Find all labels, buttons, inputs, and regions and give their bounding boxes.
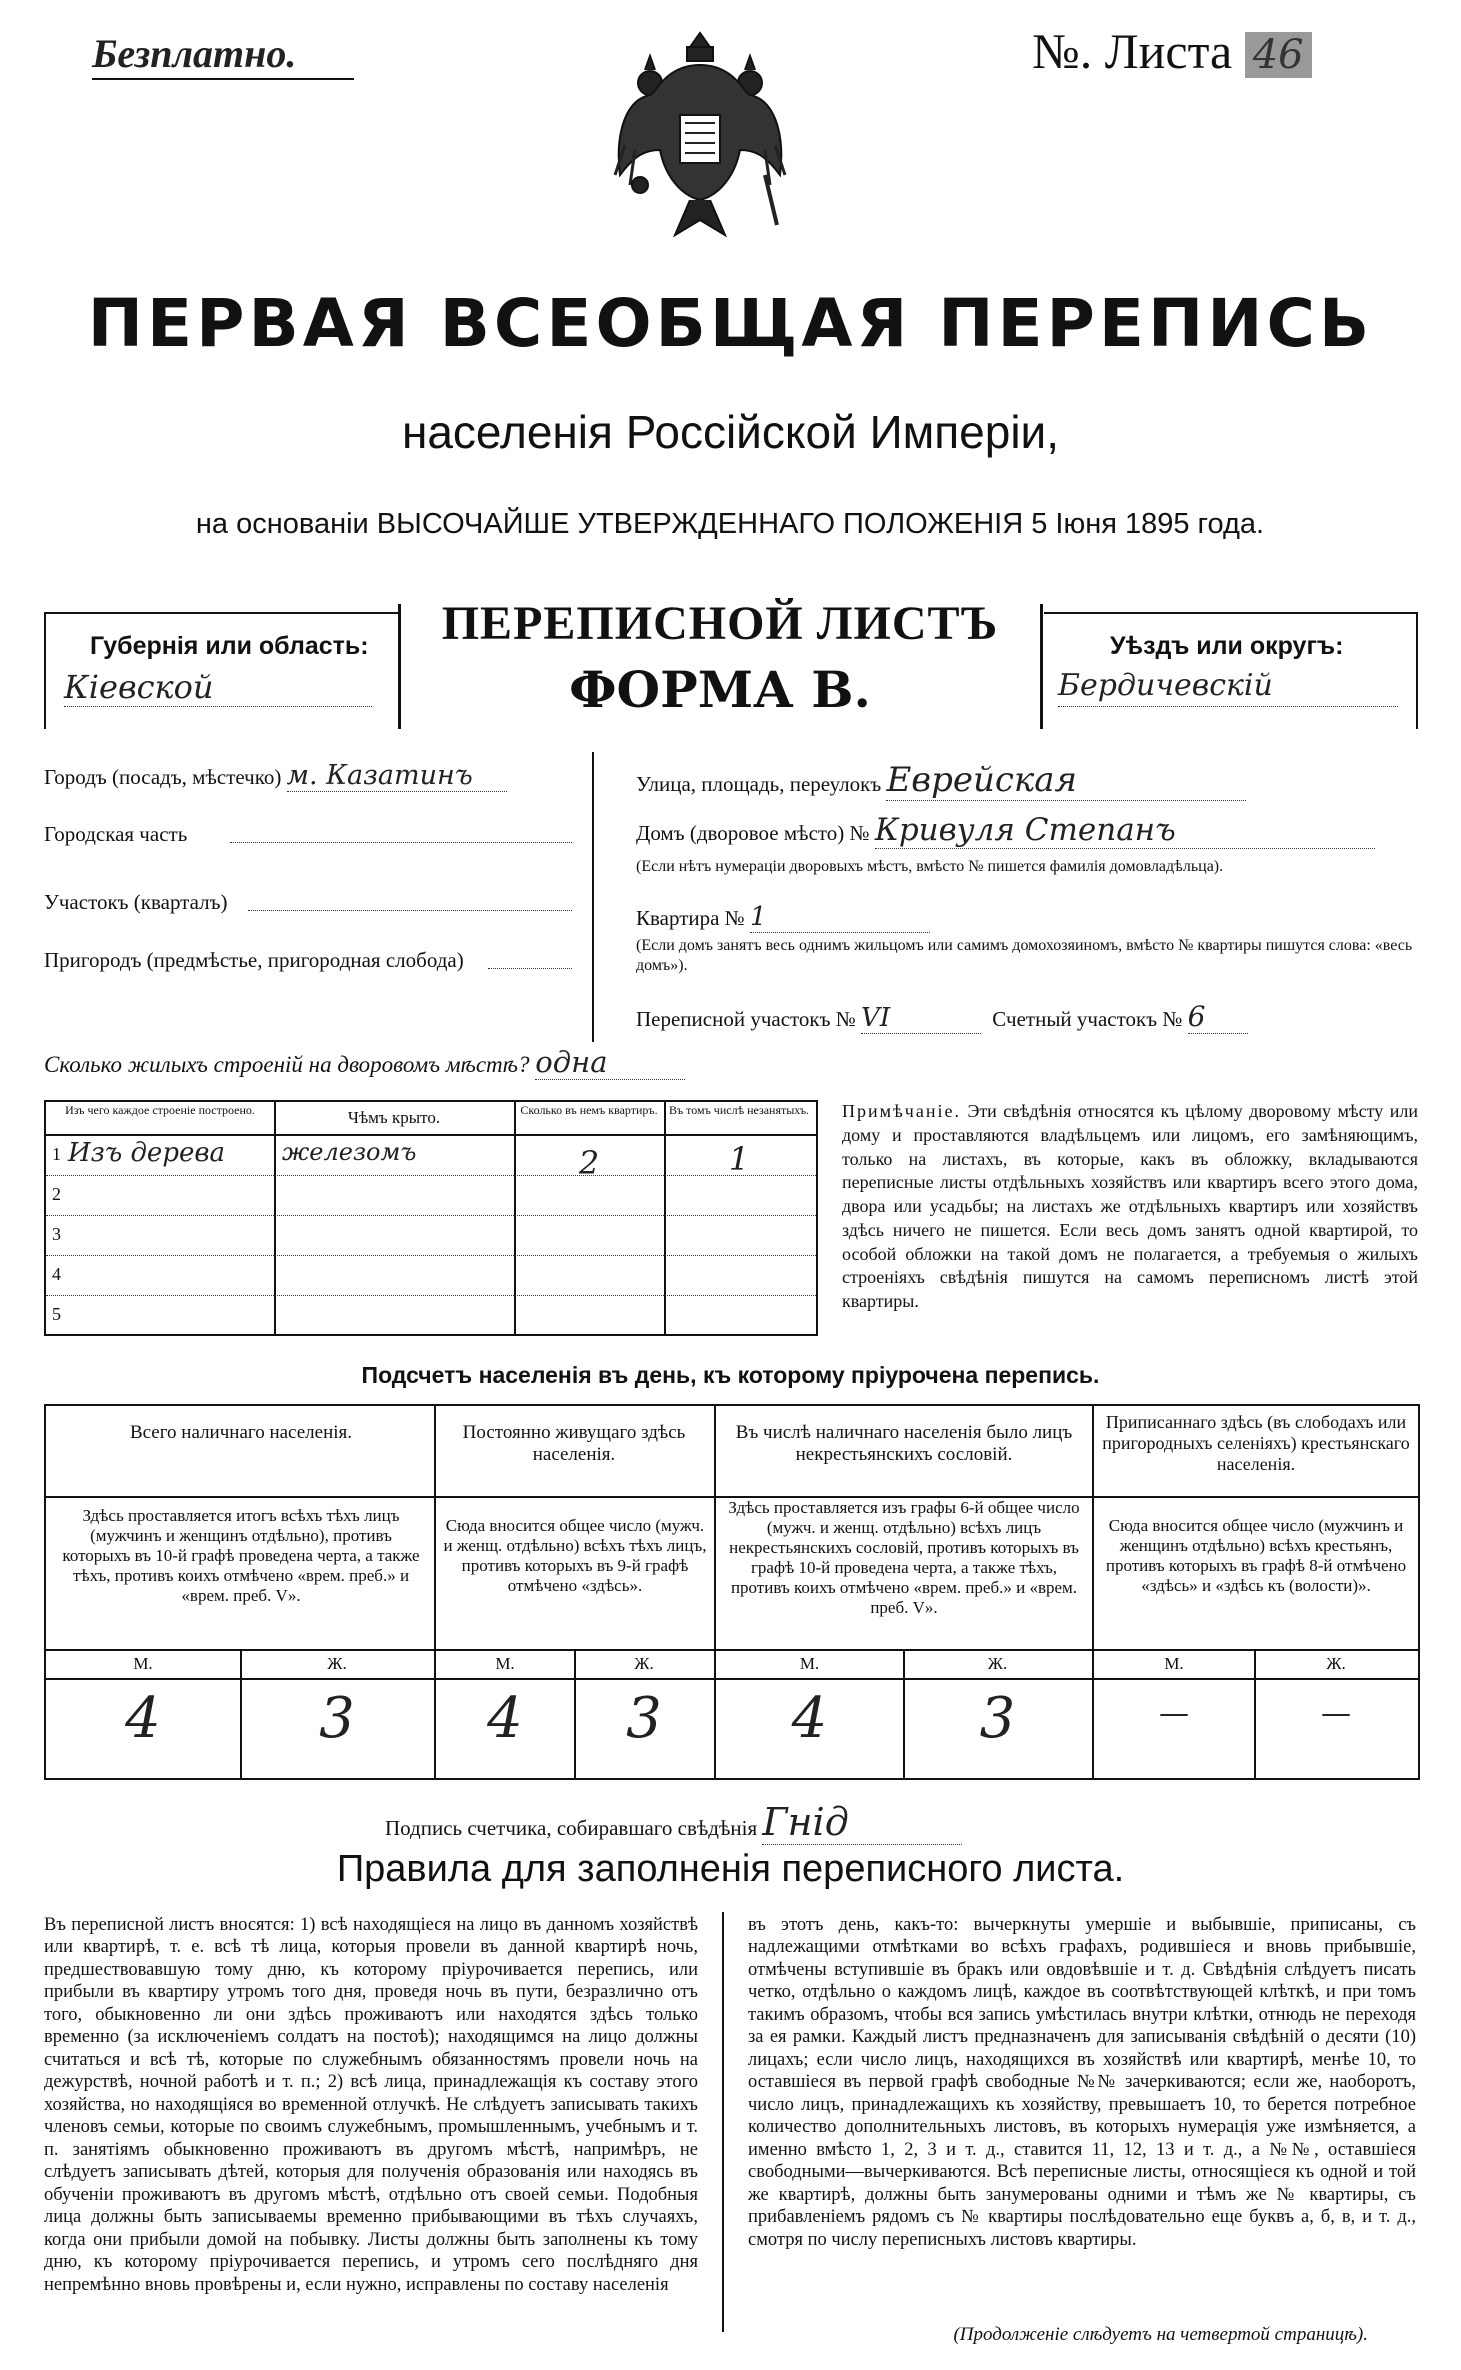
count-f-label: Ж. bbox=[634, 1654, 654, 1673]
note-text: Эти свѣдѣнія относятся къ цѣлому дворовому мѣсту или дому и проставляются владѣльцемъ или лицомъ, его замѣняющимъ, только на листахъ, въ которые, какъ въ обложку, вкладываются переписные листы отдѣльныхъ хозяйствъ или квартиръ всего этого дома, двора или усадьбы; на листахъ же отдѣльныхъ квартиръ или хозяйствъ здѣсь ничего не пишется. Если весь домъ занятъ одной квартирой, то особой обложки на такой домъ не полагается, а требуемыя о жилыхъ строеніяхъ свѣдѣнія пишутся на самомъ переписномъ листѣ этой квартиры. bbox=[842, 1101, 1418, 1311]
count-f-value: 3 bbox=[319, 1686, 355, 1751]
gubernia-label: Губернія или область: bbox=[90, 632, 369, 660]
counting-precinct-value: 6 bbox=[1188, 1000, 1248, 1034]
count-m-label: М. bbox=[495, 1654, 515, 1673]
count-m-value: 4 bbox=[125, 1686, 161, 1751]
count-f-label: Ж. bbox=[327, 1654, 347, 1673]
count-table bbox=[44, 1404, 1420, 1780]
house-value: Кривуля Степанъ bbox=[875, 812, 1375, 849]
row-material: Изъ дерева bbox=[68, 1138, 225, 1168]
col-header-roof: Чѣмъ крыто. bbox=[347, 1108, 441, 1127]
apartment-note: (Если домъ занятъ весь однимъ жильцомъ или самимъ домохозяиномъ, вмѣсто № квартиры пишутся слова: «весь домъ»). bbox=[636, 937, 1413, 974]
city-value: м. Казатинъ bbox=[287, 760, 507, 792]
count-col-desc: Сюда вносится общее число (мужчинъ и женщинъ отдѣльно) всѣхъ крестьянъ, противъ которыхъ въ графѣ 8-й отмѣчено «здѣсь» и «здѣсь къ (волости)». bbox=[1105, 1516, 1407, 1596]
rules-divider bbox=[722, 1912, 724, 2332]
free-label: Безплатно. bbox=[92, 31, 297, 76]
row-roof: железомъ bbox=[282, 1138, 417, 1166]
count-col-header: Всего наличнаго населенія. bbox=[129, 1422, 353, 1443]
precinct-line bbox=[248, 910, 572, 911]
precinct-label: Участокъ (кварталъ) bbox=[44, 890, 228, 914]
count-title: Подсчетъ населенія въ день, къ которому пріурочена перепись. bbox=[361, 1362, 1100, 1388]
buildings-answer: одна bbox=[535, 1045, 685, 1080]
signature-label: Подпись счетчика, собиравшаго свѣдѣнія bbox=[385, 1816, 758, 1840]
sheet-number bbox=[1032, 22, 1312, 80]
count-m-label: М. bbox=[799, 1654, 820, 1673]
col-header-vacant: Въ томъ числѣ незанятыхъ. bbox=[668, 1103, 810, 1117]
count-m-value: — bbox=[1159, 1696, 1189, 1731]
buildings-table bbox=[44, 1100, 818, 1336]
census-precinct-label: Переписной участокъ № bbox=[636, 1007, 856, 1031]
apartment-label: Квартира № bbox=[636, 906, 745, 930]
street-label: Улица, площадь, переулокъ bbox=[636, 772, 882, 796]
rules-continuation: (Продолженіе слѣдуетъ на четвертой страницѣ). bbox=[953, 2324, 1368, 2345]
row-number: 4 bbox=[52, 1264, 61, 1284]
precinct-numbers bbox=[636, 1000, 1416, 1034]
count-f-value: 3 bbox=[626, 1686, 662, 1751]
census-main-title: ПЕРВАЯ ВСЕОБЩАЯ ПЕРЕПИСЬ bbox=[87, 285, 1374, 362]
signature-value: Гнід bbox=[762, 1800, 962, 1845]
sheet-title: ПЕРЕПИСНОЙ ЛИСТЪ bbox=[441, 597, 999, 650]
gubernia-value: Кіевской bbox=[64, 668, 372, 707]
count-f-value: 3 bbox=[979, 1686, 1016, 1751]
city-part-line bbox=[230, 842, 572, 843]
apartment-field bbox=[636, 902, 930, 933]
uezd-value: Бердичевскій bbox=[1058, 668, 1398, 707]
house-note: (Если нѣтъ нумераціи дворовыхъ мѣстъ, вмѣсто № пишется фамилія домовладѣльца). bbox=[636, 858, 1224, 875]
rules-title: Правила для заполненія переписного листа. bbox=[336, 1848, 1125, 1890]
count-m-label: М. bbox=[1164, 1654, 1184, 1673]
count-f-label: Ж. bbox=[1326, 1654, 1346, 1673]
count-col-desc: Здѣсь проставляется изъ графы 6-й общее число (мужч. и женщ. отдѣльно) всѣхъ лицъ некрестьянскихъ сословій, противъ которыхъ въ графѣ 10-й проведена черта, а также тѣхъ, противъ коихъ отмѣчено «врем. преб.» и «врем. преб. V». bbox=[728, 1498, 1080, 1618]
city-part-label: Городская часть bbox=[44, 822, 188, 846]
count-f-label: Ж. bbox=[987, 1654, 1008, 1673]
double-headed-eagle-icon bbox=[605, 25, 795, 255]
apartment-value: 1 bbox=[750, 902, 930, 933]
uezd-label: Уѣздъ или округъ: bbox=[1110, 632, 1344, 660]
rules-right-column: въ этотъ день, какъ-то: вычеркнуты умершіе и выбывшіе, приписаны, съ надлежащими отмѣтками во всѣхъ графахъ, родившіеся и вновь прибывшіе, отмѣчены вступившіе въ бракъ или овдовѣвшіе и т. д. Свѣдѣнія слѣдуетъ писать четко, отдѣльно о каждомъ лицѣ, каждое въ соотвѣтствующей клѣткѣ, и при томъ такимъ образомъ, чтобы вся запись умѣстилась внутри клѣтки, отнюдь не переходя за ея рамки. Каждый листъ предназначенъ для записыванія свѣдѣній о десяти (10) лицахъ; если число лицъ, находящихся въ хозяйствѣ или квартирѣ, менѣе 10, то оставшіеся въ первой графѣ свободные №№ зачеркиваются; если же, наоборотъ, число лицъ, принадлежащихъ къ хозяйству, превышаетъ 10, то берется потребное количество дополнительныхъ листовъ, въ которыхъ нумерація уже измѣняется, а именно вмѣсто 1, 2, 3 и т. д., ставится 11, 12, 13 и т. д., а №№, оставшіеся свободными—вычеркиваются. Всѣ переписные листы, относящіеся къ одной и той же квартирѣ, должны быть занумерованы одними и тѣмъ же № квартиры, съ прибавленіемъ рядомъ съ № квартиры послѣдовательно еще буквъ а, б, в, и т. д., смотря по числу переписныхъ листовъ квартиры. bbox=[748, 1915, 1416, 2250]
row-number: 3 bbox=[52, 1224, 61, 1244]
col-header-apartments: Сколько въ немъ квартиръ. bbox=[520, 1103, 658, 1117]
street-value: Еврейская bbox=[886, 760, 1246, 801]
row-vacant: 1 bbox=[728, 1140, 750, 1178]
buildings-question: Сколько жилыхъ строеній на дворовомъ мѣстѣ? bbox=[44, 1052, 530, 1077]
row-number: 5 bbox=[52, 1304, 61, 1324]
house-field bbox=[636, 812, 1416, 849]
free-label-underline bbox=[92, 78, 354, 80]
rules-left-column: Въ переписной листъ вносятся: 1) всѣ находящіеся на лицо въ данномъ хозяйствѣ или квартирѣ, т. е. всѣ тѣ лица, которыя провели въ данной квартирѣ ночь, предшествовавшую тому дню, къ которому пріурочивается перепись, или прибыли въ квартиру утромъ того дня, проведя ночь въ пути, безразлично отъ того, обыкновенно ли они здѣсь проживаютъ или находятся здѣсь только временно (за исключеніемъ солдатъ на постоѣ); находящимся на лицо должны считаться и всѣ тѣ, которые по служебнымъ обязанностямъ провели ночь на дежурствѣ, ночной работѣ и т. п.; 2) всѣ лица, принадлежащія къ составу этого хозяйства, но находящіяся во временной отлучкѣ. Не слѣдуетъ записывать такихъ членовъ семьи, которые по своимъ служебнымъ, промышленнымъ, учебнымъ и т. п. занятіямъ обыкновенно проживаютъ въ другомъ мѣстѣ, напримѣръ, не слѣдуетъ записывать дѣтей, которыя для полученія образованія или находясь въ обученіи проживаютъ въ другомъ мѣстѣ, отдѣльно отъ своей семьи. Подобныя лица должны быть записываемы временно прибывающими въ тѣхъ случаяхъ, когда они прибыли домой на побывку. Листы должны быть заполнены къ тому дню, къ которому пріурочивается перепись, и утромъ сего послѣдняго дня непремѣнно вновь провѣрены и, если нужно, исправлены по составу населенія bbox=[44, 1915, 698, 2295]
count-m-value: 4 bbox=[487, 1686, 523, 1751]
col-header-material: Изъ чего каждое строеніе построено. bbox=[65, 1103, 255, 1117]
buildings-note bbox=[842, 1100, 1418, 1314]
count-col-header: Въ числѣ наличнаго населенія было лицъ некрестьянскихъ сословій. bbox=[735, 1422, 1073, 1466]
signature-field bbox=[385, 1800, 1185, 1845]
row-apartments: 2 bbox=[578, 1144, 600, 1182]
counting-precinct-label: Счетный участокъ № bbox=[992, 1007, 1183, 1031]
count-col-header: Постоянно живущаго здѣсь населенія. bbox=[462, 1422, 686, 1466]
count-col-desc: Здѣсь проставляется итогъ всѣхъ тѣхъ лицъ (мужчинъ и женщинъ отдѣльно), противъ которыхъ въ 10-й графѣ проведена черта, а также тѣхъ, противъ коихъ отмѣчено «врем. преб.» и «врем. преб. V». bbox=[62, 1506, 420, 1606]
census-precinct-value: VI bbox=[861, 1003, 981, 1034]
count-f-value: — bbox=[1321, 1696, 1351, 1731]
suburb-line bbox=[488, 968, 572, 969]
form-divider-right bbox=[1040, 604, 1043, 729]
city-label: Городъ (посадъ, мѣстечко) bbox=[44, 765, 282, 789]
street-field bbox=[636, 760, 1416, 801]
census-basis: на основаніи ВЫСОЧАЙШЕ УТВЕРЖДЕННАГО ПОЛОЖЕНІЯ 5 Іюня 1895 года. bbox=[195, 508, 1265, 540]
row-number: 1 bbox=[52, 1144, 61, 1164]
form-label: ФОРМА В. bbox=[569, 660, 871, 719]
address-divider bbox=[592, 752, 594, 1042]
row-number: 2 bbox=[52, 1184, 61, 1204]
suburb-label: Пригородъ (предмѣстье, пригородная слобода) bbox=[44, 948, 464, 972]
count-col-header: Приписаннаго здѣсь (въ слободахъ или пригородныхъ селеніяхъ) крестьянскаго населенія. bbox=[1102, 1412, 1410, 1475]
census-subtitle: населенія Россійской Имперіи, bbox=[401, 406, 1060, 458]
city-field bbox=[44, 760, 574, 792]
sheet-number-label: №. Листа bbox=[1032, 23, 1233, 79]
count-m-value: 4 bbox=[791, 1686, 828, 1751]
house-label: Домъ (дворовое мѣсто) № bbox=[636, 821, 870, 845]
buildings-question-row bbox=[44, 1045, 824, 1080]
note-label: Примѣчаніе. bbox=[842, 1101, 961, 1121]
count-col-desc: Сюда вносится общее число (мужч. и женщ. отдѣльно) всѣхъ тѣхъ лицъ, противъ которыхъ въ 9-й графѣ отмѣчено «здѣсь». bbox=[443, 1516, 707, 1596]
count-m-label: М. bbox=[133, 1654, 153, 1673]
sheet-number-value: 46 bbox=[1245, 32, 1312, 78]
